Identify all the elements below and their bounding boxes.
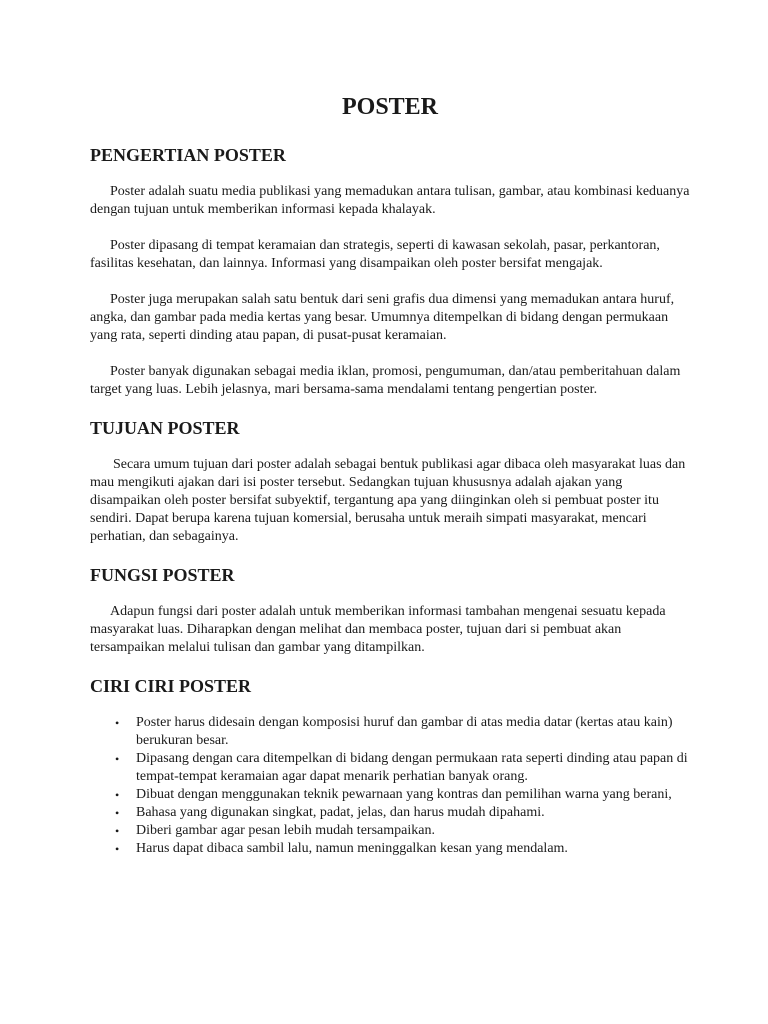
list-item xyxy=(113,750,690,786)
list-item xyxy=(113,786,690,804)
list-item-text: Dibuat dengan menggunakan teknik pewarnaan yang kontras dan pemilihan warna yang berani, xyxy=(136,787,672,802)
paragraph: Secara umum tujuan dari poster adalah sebagai bentuk publikasi agar dibaca oleh masyarakat luas dan mau mengikuti ajakan dari isi poster tersebut. Sedangkan tujuan khususnya adalah ajakan yang disampaikan oleh poster bersifat subyektif, tergantung apa yang diinginkan oleh si pembuat poster itu sendiri. Dapat berupa karena tujuan komersial, berusaha untuk meraih simpati masyarakat, mencari perhatian, dan sebagainya. xyxy=(90,457,686,544)
section-pengertian xyxy=(90,144,690,399)
bullet-icon: • xyxy=(115,752,120,766)
section-heading-pengertian: PENGERTIAN POSTER xyxy=(90,145,286,165)
bullet-icon: • xyxy=(115,806,120,820)
bullet-icon: • xyxy=(115,824,120,838)
section-ciri xyxy=(90,675,690,858)
list-item-text: Poster harus didesain dengan komposisi huruf dan gambar di atas media datar (kertas atau kain) berukuran besar. xyxy=(136,715,673,748)
section-heading-ciri: CIRI CIRI POSTER xyxy=(90,676,252,696)
section-fungsi xyxy=(90,564,690,657)
list-item xyxy=(113,804,690,822)
bullet-icon: • xyxy=(115,842,120,856)
paragraph: Poster adalah suatu media publikasi yang memadukan antara tulisan, gambar, atau kombinasi keduanya dengan tujuan untuk memberikan informasi kepada khalayak. xyxy=(90,184,690,217)
document-page xyxy=(90,92,690,858)
list-item xyxy=(113,714,690,750)
list-item xyxy=(113,840,690,858)
paragraph: Poster dipasang di tempat keramaian dan strategis, seperti di kawasan sekolah, pasar, perkantoran, fasilitas kesehatan, dan lainnya. Informasi yang disampaikan oleh poster bersifat mengajak. xyxy=(90,238,660,271)
section-heading-fungsi: FUNGSI POSTER xyxy=(90,565,235,585)
document-title: POSTER xyxy=(341,94,439,120)
bullet-icon: • xyxy=(115,716,120,730)
bullet-list xyxy=(90,714,690,858)
paragraph: Adapun fungsi dari poster adalah untuk memberikan informasi tambahan mengenai sesuatu kepada masyarakat luas. Diharapkan dengan melihat dan membaca poster, tujuan dari si pembuat akan tersampaikan melalui tulisan dan gambar yang ditampilkan. xyxy=(90,604,666,655)
list-item-text: Dipasang dengan cara ditempelkan di bidang dengan permukaan rata seperti dinding atau papan di tempat-tempat keramaian agar dapat menarik perhatian banyak orang. xyxy=(136,751,688,784)
paragraph: Poster juga merupakan salah satu bentuk dari seni grafis dua dimensi yang memadukan antara huruf, angka, dan gambar pada media kertas yang besar. Umumnya ditempelkan di bidang dengan permukaan yang rata, seperti dinding atau papan, di pusat-pusat keramaian. xyxy=(90,292,675,343)
list-item-text: Bahasa yang digunakan singkat, padat, jelas, dan harus mudah dipahami. xyxy=(136,805,545,820)
list-item-text: Harus dapat dibaca sambil lalu, namun meninggalkan kesan yang mendalam. xyxy=(136,841,568,856)
paragraph: Poster banyak digunakan sebagai media iklan, promosi, pengumuman, dan/atau pemberitahuan dalam target yang luas. Lebih jelasnya, mari bersama-sama mendalami tentang pengertian poster. xyxy=(90,364,681,397)
section-heading-tujuan: TUJUAN POSTER xyxy=(90,418,240,438)
list-item-text: Diberi gambar agar pesan lebih mudah tersampaikan. xyxy=(136,823,435,838)
section-tujuan xyxy=(90,417,690,546)
list-item xyxy=(113,822,690,840)
bullet-icon: • xyxy=(115,788,120,802)
